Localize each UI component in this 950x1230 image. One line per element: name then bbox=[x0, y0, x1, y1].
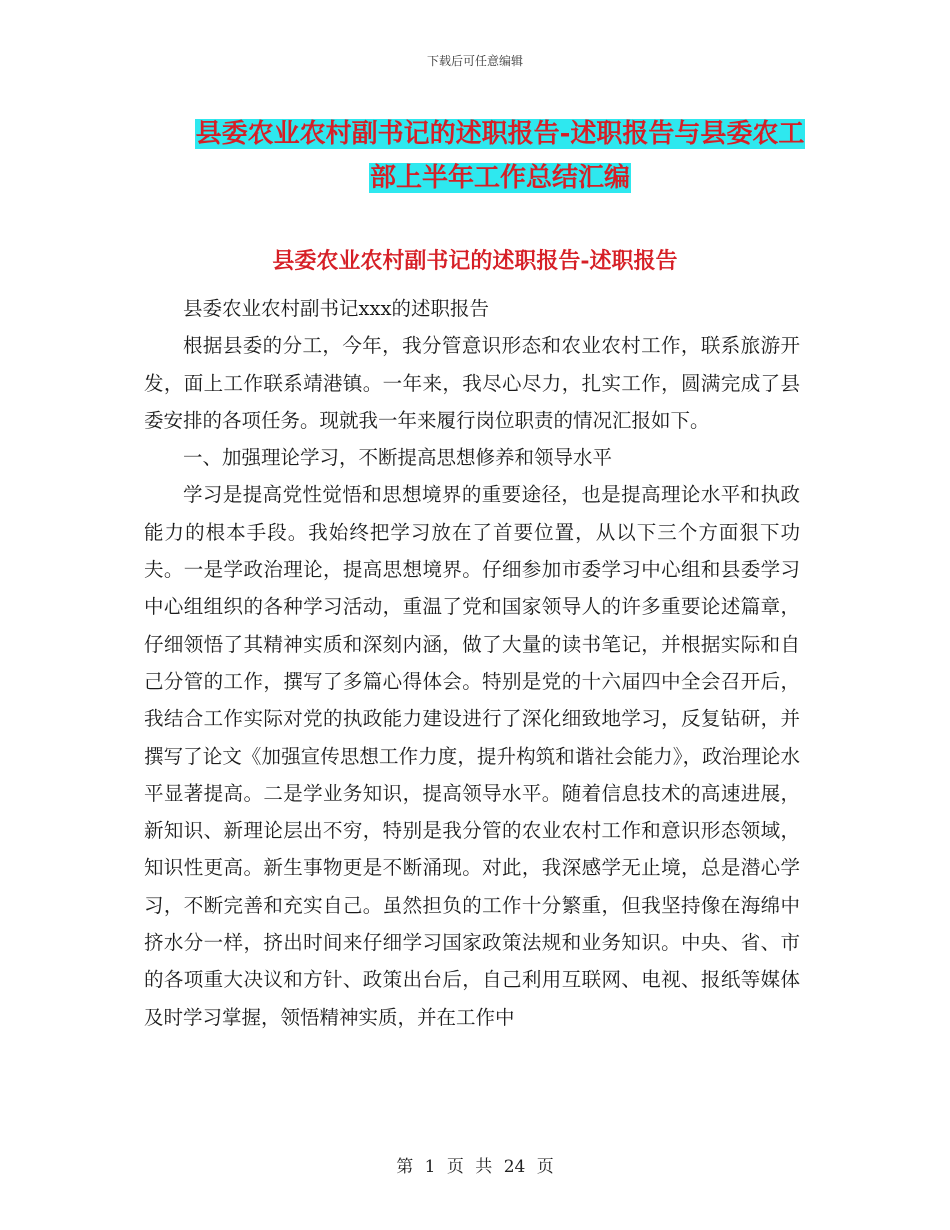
document-title-line-2: 部上半年工作总结汇编 bbox=[369, 163, 630, 193]
report-heading-paragraph: 县委农业农村副书记xxx的述职报告 bbox=[183, 297, 489, 320]
document-title-line-1: 县委农业农村副书记的述职报告-述职报告与县委农工 bbox=[195, 119, 805, 149]
study-paragraph: 学习是提高党性觉悟和思想境界的重要途径，也是提高理论水平和执政能力的根本手段。我始终把学习放在了首要位置，从以下三个方面狠下功夫。一是学政治理论，提高思想境界。仔细参加市委学习中心组和县委学习中心组组织的各种学习活动，重温了党和国家领导人的许多重要论述篇章，仔细领悟了其精神实质和深刻内涵，做了大量的读书笔记，并根据实际和自己分管的工作，撰写了多篇心得体会。特别是党的十六届四中全会召开后，我结合工作实际对党的执政能力建设进行了深化细致地学习，反复钻研，并撰写了论文《加强宣传思想工作力度，提升构筑和谐社会能力》，政治理论水平显著提高。二是学业务知识，提高领导水平。随着信息技术的高速进展，新知识、新理论层出不穷，特别是我分管的农业农村工作和意识形态领域，知识性更高。新生事物更是不断涌现。对此，我深感学无止境，总是潜心学习，不断完善和充实自己。虽然担负的工作十分繁重，但我坚持像在海绵中挤水分一样，挤出时间来仔细学习国家政策法规和业务知识。中央、省、市的各项重大决议和方针、政策出台后，自己利用互联网、电视、报纸等媒体及时学习掌握，领悟精神实质，并在工作中 bbox=[144, 483, 800, 1029]
document-body bbox=[144, 290, 800, 1036]
intro-paragraph: 根据县委的分工，今年，我分管意识形态和农业农村工作，联系旅游开发，面上工作联系靖港镇。一年来，我尽心尽力，扎实工作，圆满完成了县委安排的各项任务。现就我一年来履行岗位职责的情况汇报如下。 bbox=[144, 334, 800, 432]
section-heading-paragraph: 一、加强理论学习，不断提高思想修养和领导水平 bbox=[183, 446, 613, 470]
section-title: 县委农业农村副书记的述职报告-述职报告 bbox=[272, 248, 678, 274]
page-header-note: 下载后可任意编辑 bbox=[426, 54, 523, 68]
document-title bbox=[130, 112, 870, 200]
page-number: 第 1 页 共 24 页 bbox=[396, 1157, 554, 1177]
